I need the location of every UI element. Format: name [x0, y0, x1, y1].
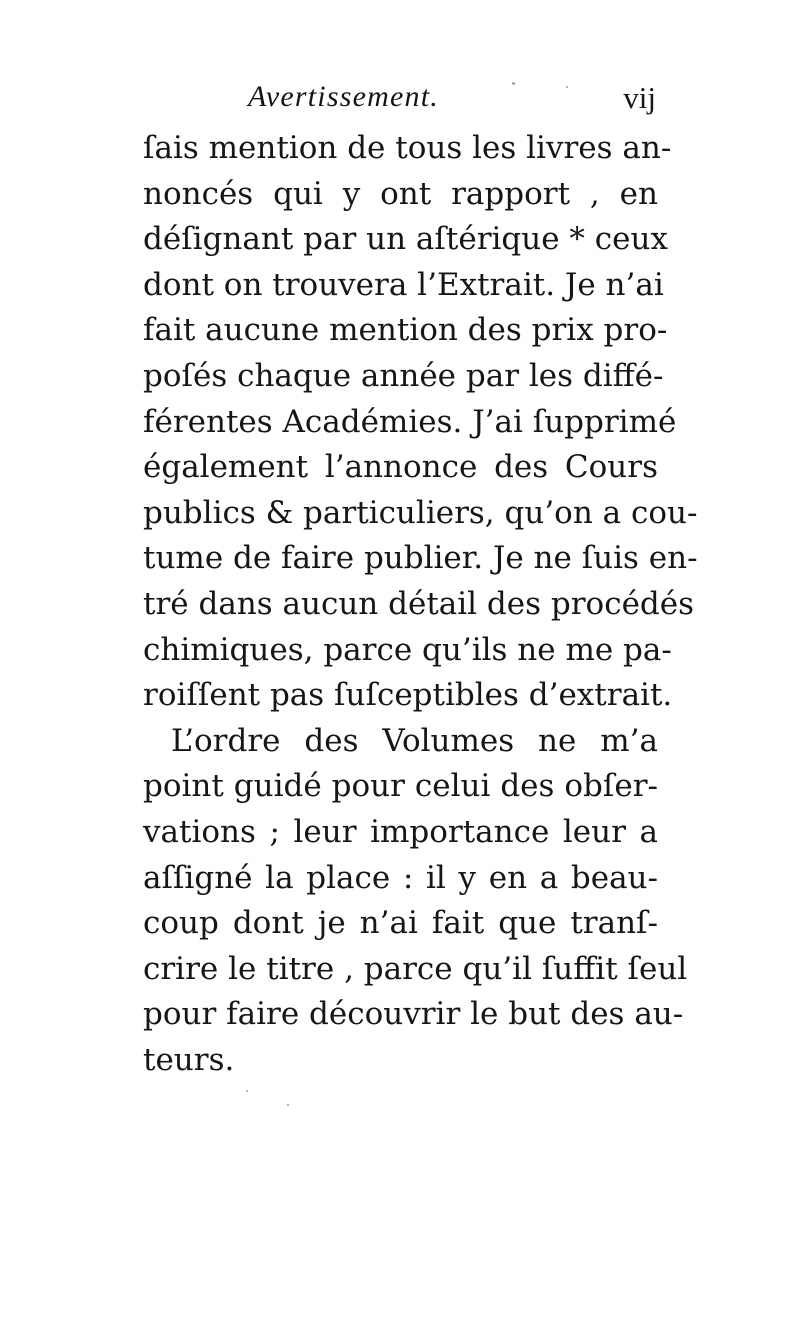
- text-line: dont on trouvera l’Extrait. Je n’ai: [143, 266, 664, 303]
- print-speck: [512, 82, 515, 85]
- text-line: vations ; leur importance leur a: [143, 813, 658, 850]
- body-text: [143, 126, 698, 1083]
- text-line: poſés chaque année par les diffé-: [143, 357, 664, 394]
- print-speck: [287, 1104, 289, 1106]
- text-line: fait aucune mention des prix pro-: [143, 312, 668, 349]
- text-line: noncés qui y ont rapport , en: [143, 175, 658, 212]
- text-line: tume de faire publier. Je ne ſuis en-: [143, 540, 698, 577]
- text-line: pour faire découvrir le but des au-: [143, 996, 684, 1033]
- text-line: déſignant par un aſtérique * ceux: [143, 221, 668, 258]
- paragraph-start-line: L’ordre des Volumes ne m’a: [171, 722, 658, 759]
- text-line: point guidé pour celui des obſer-: [143, 768, 658, 805]
- print-speck: [246, 1090, 248, 1092]
- text-line: coup dont je n’ai fait que tranſ-: [143, 905, 658, 942]
- text-line: crire le titre , parce qu’il ſuffit ſeul: [143, 950, 688, 987]
- text-line: ſais mention de tous les livres an-: [143, 130, 672, 166]
- running-head: [248, 72, 658, 126]
- text-line: aſſigné la place : il y en a beau-: [143, 859, 658, 896]
- text-line: publics & particuliers, qu’on a cou-: [143, 494, 698, 531]
- text-line: férentes Académies. J’ai ſupprimé: [143, 403, 677, 440]
- paragraph-end-line: teurs.: [143, 1041, 235, 1078]
- text-line: également l’annonce des Cours: [143, 449, 658, 486]
- text-line: chimiques, parce qu’ils ne me pa-: [143, 631, 672, 668]
- running-title: Avertissement.: [248, 80, 439, 113]
- text-line: tré dans aucun détail des procédés: [143, 585, 695, 622]
- page-number: vij: [623, 80, 656, 115]
- paragraph-end-line: roiſſent pas ſuſceptibles d’extrait.: [143, 677, 673, 714]
- print-speck: [566, 86, 568, 88]
